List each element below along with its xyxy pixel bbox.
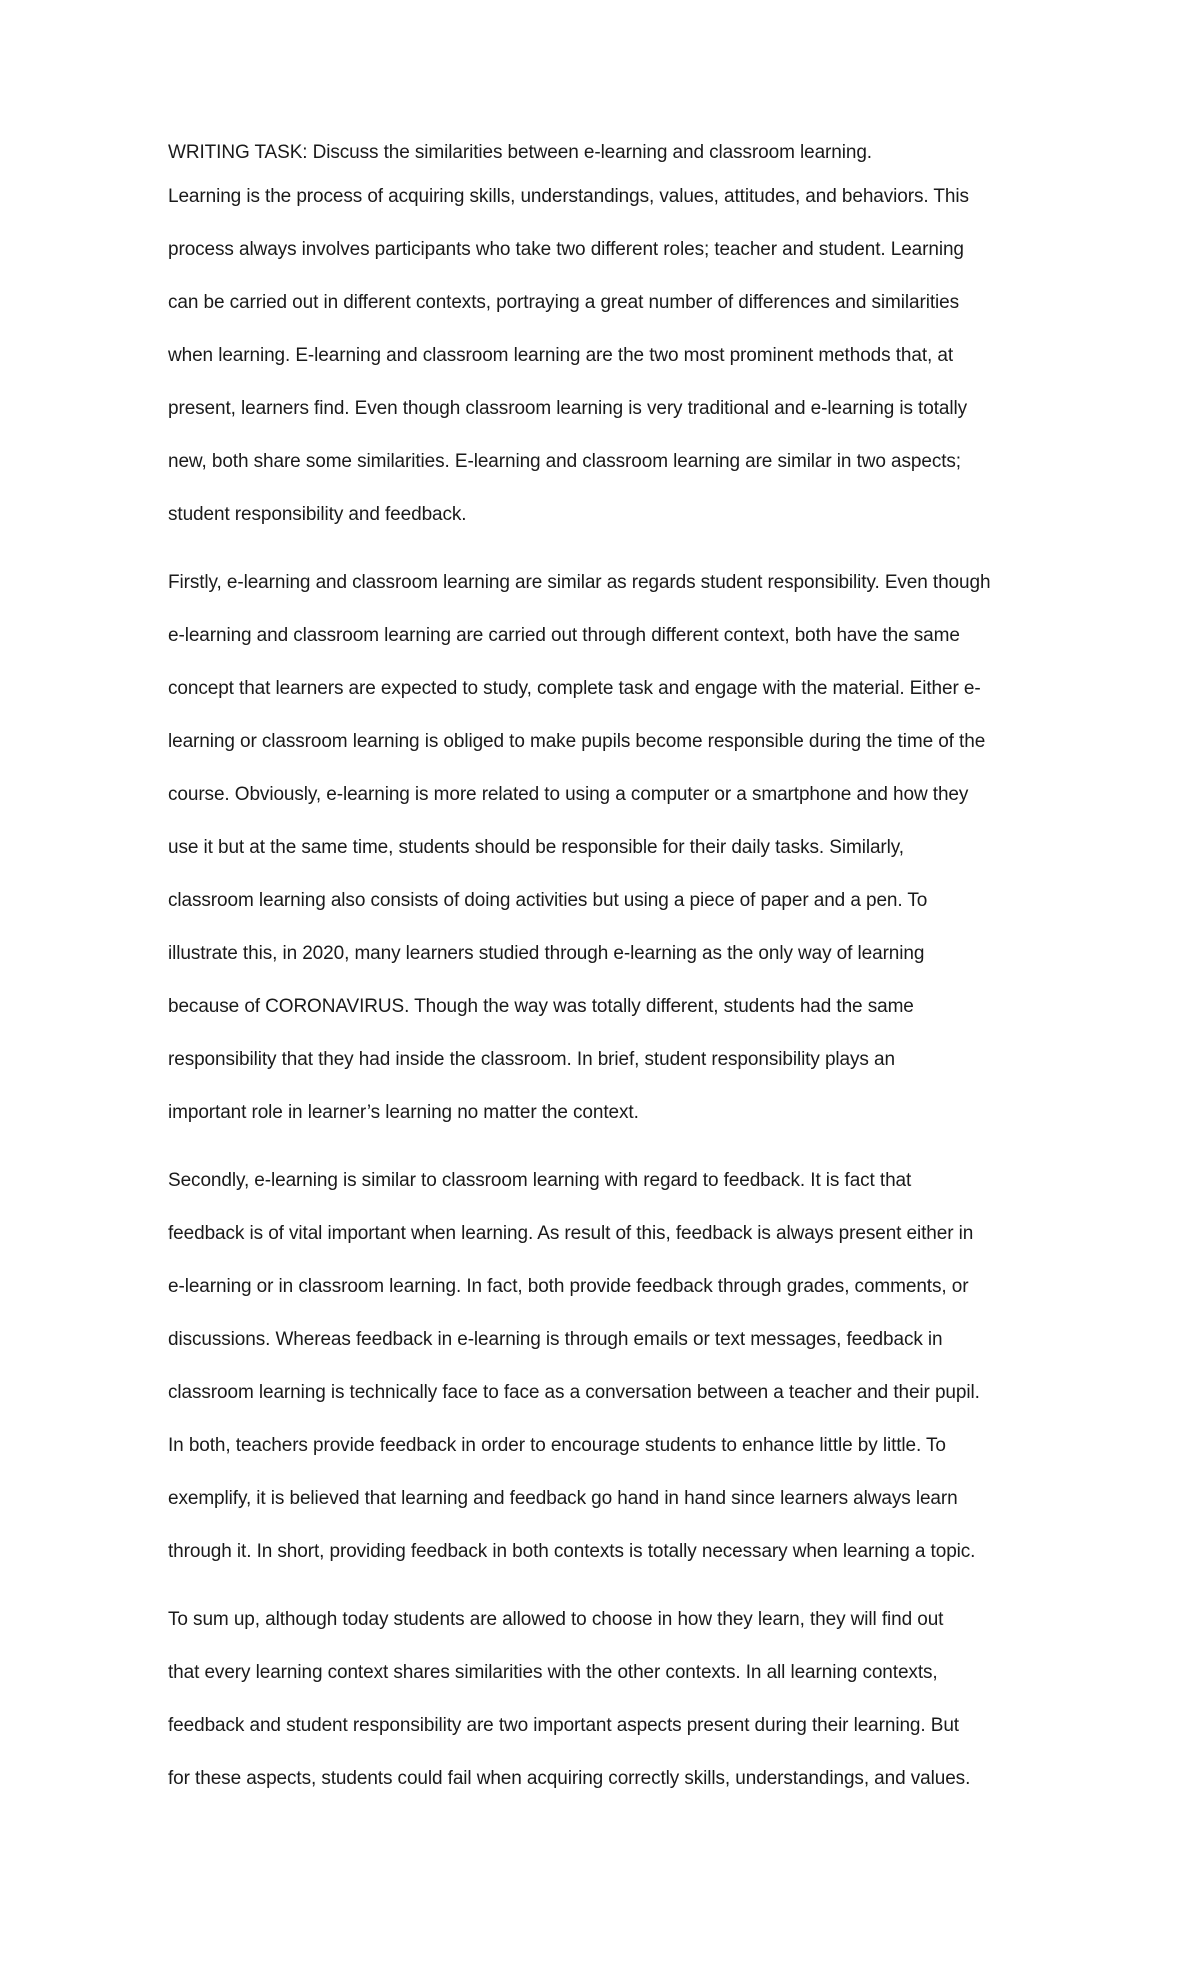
text-line: feedback and student responsibility are two important aspects present during their learning. But [168, 1715, 959, 1736]
text-line: student responsibility and feedback. [168, 504, 467, 525]
text-line: e-learning or in classroom learning. In fact, both provide feedback through grades, comments, or [168, 1276, 969, 1297]
paragraph-introduction [168, 170, 1048, 541]
text-line: To sum up, although today students are allowed to choose in how they learn, they will find out [168, 1609, 944, 1630]
text-line: use it but at the same time, students should be responsible for their daily tasks. Similarly, [168, 837, 904, 858]
text-line: Learning is the process of acquiring skills, understandings, values, attitudes, and behaviors. This [168, 186, 969, 207]
text-line: responsibility that they had inside the classroom. In brief, student responsibility plays an [168, 1049, 895, 1070]
text-line: Secondly, e-learning is similar to classroom learning with regard to feedback. It is fact that [168, 1170, 912, 1191]
text-line: present, learners find. Even though classroom learning is very traditional and e-learning is totally [168, 398, 967, 419]
text-line: illustrate this, in 2020, many learners studied through e-learning as the only way of learning [168, 943, 925, 964]
text-line: exemplify, it is believed that learning and feedback go hand in hand since learners always learn [168, 1488, 958, 1509]
text-line: through it. In short, providing feedback in both contexts is totally necessary when learning a topic. [168, 1541, 976, 1562]
text-line: In both, teachers provide feedback in order to encourage students to enhance little by little. To [168, 1435, 946, 1456]
text-line: Firstly, e-learning and classroom learning are similar as regards student responsibility. Even though [168, 572, 991, 593]
text-line: that every learning context shares similarities with the other contexts. In all learning contexts, [168, 1662, 938, 1683]
text-line: concept that learners are expected to study, complete task and engage with the material. Either e- [168, 678, 981, 699]
text-line: discussions. Whereas feedback in e-learning is through emails or text messages, feedback in [168, 1329, 943, 1350]
text-line: e-learning and classroom learning are carried out through different context, both have the same [168, 625, 960, 646]
paragraph-feedback [168, 1154, 1048, 1578]
writing-task-heading: WRITING TASK: Discuss the similarities between e-learning and classroom learning. [168, 142, 872, 163]
document-body [168, 138, 1048, 1820]
paragraph-conclusion [168, 1593, 1048, 1805]
text-line: course. Obviously, e-learning is more related to using a computer or a smartphone and how they [168, 784, 969, 805]
text-line: new, both share some similarities. E-learning and classroom learning are similar in two aspects; [168, 451, 961, 472]
text-line: classroom learning also consists of doing activities but using a piece of paper and a pen. To [168, 890, 928, 911]
text-line: feedback is of vital important when learning. As result of this, feedback is always present either in [168, 1223, 974, 1244]
text-line: for these aspects, students could fail when acquiring correctly skills, understandings, and values. [168, 1768, 971, 1789]
text-line: can be carried out in different contexts, portraying a great number of differences and similarities [168, 292, 959, 313]
text-line: when learning. E-learning and classroom learning are the two most prominent methods that, at [168, 345, 954, 366]
text-line: because of CORONAVIRUS. Though the way was totally different, students had the same [168, 996, 914, 1017]
text-line: important role in learner’s learning no matter the context. [168, 1102, 639, 1123]
paragraph-student-responsibility [168, 556, 1048, 1139]
text-line: learning or classroom learning is obliged to make pupils become responsible during the time of the [168, 731, 986, 752]
text-line: process always involves participants who take two different roles; teacher and student. Learning [168, 239, 964, 260]
text-line: classroom learning is technically face to face as a conversation between a teacher and their pupil. [168, 1382, 980, 1403]
